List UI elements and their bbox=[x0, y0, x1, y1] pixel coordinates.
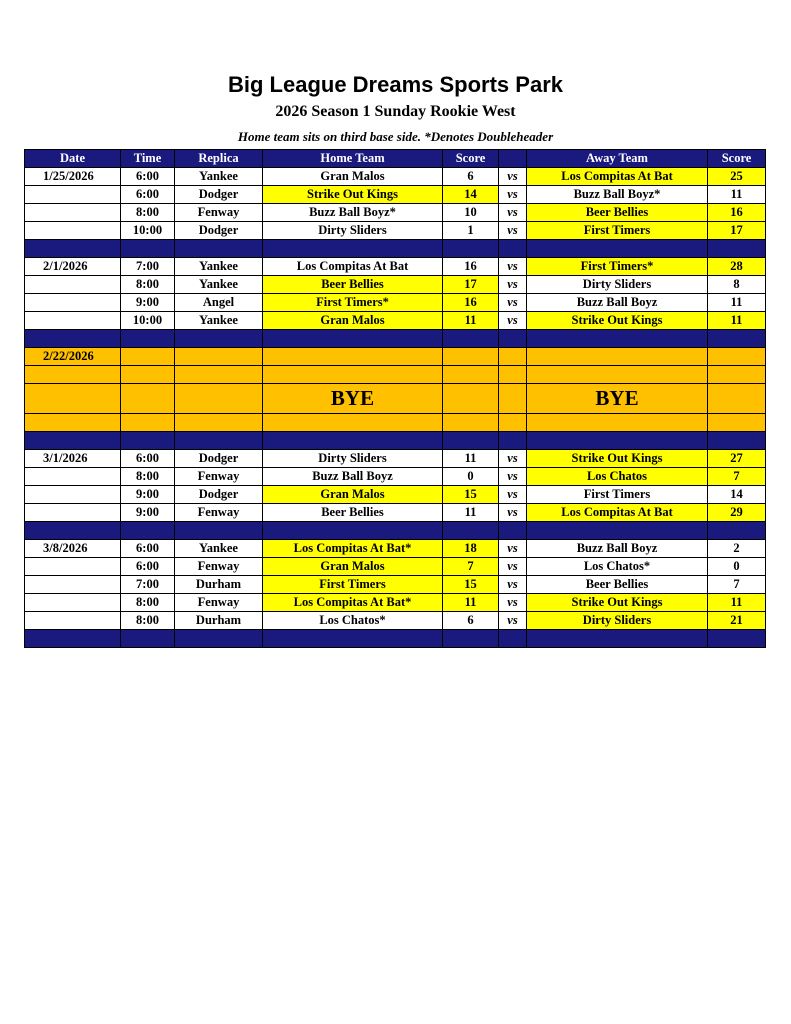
bye-cell bbox=[499, 384, 527, 414]
time-cell: 8:00 bbox=[121, 468, 175, 486]
game-row bbox=[25, 258, 766, 276]
game-row bbox=[25, 504, 766, 522]
game-row bbox=[25, 576, 766, 594]
away-team-cell: Dirty Sliders bbox=[527, 612, 708, 630]
separator-cell bbox=[443, 630, 499, 648]
time-cell: 10:00 bbox=[121, 312, 175, 330]
separator-cell bbox=[708, 240, 766, 258]
home-score-cell: 10 bbox=[443, 204, 499, 222]
separator-cell bbox=[25, 522, 121, 540]
separator-cell bbox=[499, 432, 527, 450]
away-score-cell: 7 bbox=[708, 468, 766, 486]
separator-cell bbox=[263, 330, 443, 348]
away-team-cell: Strike Out Kings bbox=[527, 312, 708, 330]
separator-cell bbox=[527, 432, 708, 450]
away-team-cell: First Timers* bbox=[527, 258, 708, 276]
bye-cell bbox=[708, 366, 766, 384]
away-score-cell: 8 bbox=[708, 276, 766, 294]
vs-cell: vs bbox=[499, 558, 527, 576]
replica-cell: Dodger bbox=[175, 186, 263, 204]
week-separator-row bbox=[25, 330, 766, 348]
bye-cell bbox=[263, 348, 443, 366]
bye-cell bbox=[443, 366, 499, 384]
game-row bbox=[25, 312, 766, 330]
home-score-cell: 11 bbox=[443, 594, 499, 612]
separator-cell bbox=[527, 330, 708, 348]
home-score-cell: 18 bbox=[443, 540, 499, 558]
separator-cell bbox=[443, 522, 499, 540]
bye-cell bbox=[25, 366, 121, 384]
col-header-home-team: Home Team bbox=[263, 150, 443, 168]
week-separator-row bbox=[25, 240, 766, 258]
away-team-cell: Strike Out Kings bbox=[527, 450, 708, 468]
away-score-cell: 25 bbox=[708, 168, 766, 186]
separator-cell bbox=[175, 522, 263, 540]
vs-cell: vs bbox=[499, 468, 527, 486]
vs-cell: vs bbox=[499, 204, 527, 222]
separator-cell bbox=[708, 330, 766, 348]
replica-cell: Fenway bbox=[175, 504, 263, 522]
replica-cell: Yankee bbox=[175, 168, 263, 186]
game-row bbox=[25, 540, 766, 558]
col-header-away-team: Away Team bbox=[527, 150, 708, 168]
replica-cell: Durham bbox=[175, 576, 263, 594]
home-score-cell: 11 bbox=[443, 450, 499, 468]
date-cell bbox=[25, 486, 121, 504]
bye-cell bbox=[708, 384, 766, 414]
game-row bbox=[25, 450, 766, 468]
bye-cell bbox=[175, 414, 263, 432]
bye-cell bbox=[121, 348, 175, 366]
separator-cell bbox=[175, 432, 263, 450]
home-score-cell: 17 bbox=[443, 276, 499, 294]
week-separator-row bbox=[25, 432, 766, 450]
time-cell: 6:00 bbox=[121, 186, 175, 204]
away-team-cell: Beer Bellies bbox=[527, 204, 708, 222]
replica-cell: Fenway bbox=[175, 468, 263, 486]
vs-cell: vs bbox=[499, 186, 527, 204]
vs-cell: vs bbox=[499, 540, 527, 558]
home-score-cell: 6 bbox=[443, 168, 499, 186]
away-score-cell: 28 bbox=[708, 258, 766, 276]
game-row bbox=[25, 612, 766, 630]
replica-cell: Fenway bbox=[175, 558, 263, 576]
home-team-cell: Los Compitas At Bat* bbox=[263, 594, 443, 612]
separator-cell bbox=[175, 630, 263, 648]
home-score-cell: 11 bbox=[443, 504, 499, 522]
bye-cell bbox=[499, 348, 527, 366]
game-row bbox=[25, 168, 766, 186]
away-team-cell: Strike Out Kings bbox=[527, 594, 708, 612]
replica-cell: Durham bbox=[175, 612, 263, 630]
home-team-cell: First Timers bbox=[263, 576, 443, 594]
away-team-cell: First Timers bbox=[527, 486, 708, 504]
home-team-cell: Dirty Sliders bbox=[263, 450, 443, 468]
replica-cell: Fenway bbox=[175, 204, 263, 222]
vs-cell: vs bbox=[499, 294, 527, 312]
vs-cell: vs bbox=[499, 222, 527, 240]
vs-cell: vs bbox=[499, 450, 527, 468]
home-score-cell: 15 bbox=[443, 486, 499, 504]
time-cell: 6:00 bbox=[121, 540, 175, 558]
home-score-cell: 7 bbox=[443, 558, 499, 576]
game-row bbox=[25, 222, 766, 240]
away-score-cell: 0 bbox=[708, 558, 766, 576]
home-team-cell: Strike Out Kings bbox=[263, 186, 443, 204]
game-row bbox=[25, 204, 766, 222]
col-header-time: Time bbox=[121, 150, 175, 168]
separator-cell bbox=[263, 240, 443, 258]
away-team-cell: Los Compitas At Bat bbox=[527, 504, 708, 522]
game-row bbox=[25, 294, 766, 312]
bye-row bbox=[25, 366, 766, 384]
separator-cell bbox=[443, 432, 499, 450]
home-team-cell: Dirty Sliders bbox=[263, 222, 443, 240]
bye-cell bbox=[499, 414, 527, 432]
separator-cell bbox=[708, 432, 766, 450]
away-score-cell: 11 bbox=[708, 186, 766, 204]
vs-cell: vs bbox=[499, 312, 527, 330]
separator-cell bbox=[25, 630, 121, 648]
separator-cell bbox=[443, 330, 499, 348]
date-cell bbox=[25, 222, 121, 240]
home-score-cell: 14 bbox=[443, 186, 499, 204]
bye-cell bbox=[175, 384, 263, 414]
table-header-row bbox=[25, 150, 766, 168]
date-cell bbox=[25, 504, 121, 522]
game-row bbox=[25, 594, 766, 612]
bye-cell bbox=[25, 414, 121, 432]
bye-cell bbox=[708, 414, 766, 432]
bye-cell bbox=[527, 348, 708, 366]
time-cell: 9:00 bbox=[121, 504, 175, 522]
separator-cell bbox=[708, 630, 766, 648]
bye-cell bbox=[443, 414, 499, 432]
away-score-cell: 11 bbox=[708, 312, 766, 330]
away-score-cell: 2 bbox=[708, 540, 766, 558]
time-cell: 6:00 bbox=[121, 168, 175, 186]
time-cell: 8:00 bbox=[121, 594, 175, 612]
bye-cell bbox=[25, 384, 121, 414]
away-score-cell: 17 bbox=[708, 222, 766, 240]
away-score-cell: 14 bbox=[708, 486, 766, 504]
game-row bbox=[25, 468, 766, 486]
away-team-cell: Los Chatos bbox=[527, 468, 708, 486]
bye-cell bbox=[121, 384, 175, 414]
bye-cell bbox=[443, 384, 499, 414]
bye-cell bbox=[499, 366, 527, 384]
separator-cell bbox=[443, 240, 499, 258]
home-score-cell: 11 bbox=[443, 312, 499, 330]
time-cell: 9:00 bbox=[121, 294, 175, 312]
away-score-cell: 27 bbox=[708, 450, 766, 468]
bye-row bbox=[25, 414, 766, 432]
away-score-cell: 11 bbox=[708, 594, 766, 612]
away-team-cell: Buzz Ball Boyz* bbox=[527, 186, 708, 204]
vs-cell: vs bbox=[499, 504, 527, 522]
separator-cell bbox=[175, 330, 263, 348]
away-team-cell: Buzz Ball Boyz bbox=[527, 540, 708, 558]
separator-cell bbox=[708, 522, 766, 540]
separator-cell bbox=[175, 240, 263, 258]
date-cell bbox=[25, 312, 121, 330]
bye-cell bbox=[175, 366, 263, 384]
away-team-cell: Beer Bellies bbox=[527, 576, 708, 594]
home-team-cell: Gran Malos bbox=[263, 312, 443, 330]
date-cell bbox=[25, 276, 121, 294]
separator-cell bbox=[121, 522, 175, 540]
away-team-cell: First Timers bbox=[527, 222, 708, 240]
date-cell bbox=[25, 294, 121, 312]
time-cell: 8:00 bbox=[121, 612, 175, 630]
vs-cell: vs bbox=[499, 258, 527, 276]
date-cell: 3/8/2026 bbox=[25, 540, 121, 558]
col-header-home-score: Score bbox=[443, 150, 499, 168]
bye-cell bbox=[443, 348, 499, 366]
away-score-cell: 16 bbox=[708, 204, 766, 222]
separator-cell bbox=[499, 630, 527, 648]
date-cell bbox=[25, 468, 121, 486]
date-cell: 3/1/2026 bbox=[25, 450, 121, 468]
away-score-cell: 11 bbox=[708, 294, 766, 312]
date-cell: 1/25/2026 bbox=[25, 168, 121, 186]
game-row bbox=[25, 276, 766, 294]
date-cell bbox=[25, 594, 121, 612]
separator-cell bbox=[121, 330, 175, 348]
away-team-cell: Dirty Sliders bbox=[527, 276, 708, 294]
separator-cell bbox=[121, 240, 175, 258]
away-bye-label: BYE bbox=[527, 384, 708, 414]
home-team-cell: Los Compitas At Bat* bbox=[263, 540, 443, 558]
home-team-cell: Gran Malos bbox=[263, 168, 443, 186]
replica-cell: Dodger bbox=[175, 486, 263, 504]
bye-cell bbox=[527, 414, 708, 432]
replica-cell: Yankee bbox=[175, 276, 263, 294]
vs-cell: vs bbox=[499, 168, 527, 186]
page-title: Big League Dreams Sports Park bbox=[227, 72, 563, 97]
home-team-cell: Los Compitas At Bat bbox=[263, 258, 443, 276]
home-score-cell: 6 bbox=[443, 612, 499, 630]
date-cell bbox=[25, 576, 121, 594]
separator-cell bbox=[527, 240, 708, 258]
replica-cell: Yankee bbox=[175, 540, 263, 558]
week-separator-row bbox=[25, 630, 766, 648]
away-score-cell: 7 bbox=[708, 576, 766, 594]
vs-cell: vs bbox=[499, 576, 527, 594]
game-row bbox=[25, 486, 766, 504]
time-cell: 6:00 bbox=[121, 558, 175, 576]
page-note: Home team sits on third base side. *Denotes Doubleheader bbox=[237, 129, 554, 144]
date-cell bbox=[25, 186, 121, 204]
replica-cell: Angel bbox=[175, 294, 263, 312]
away-team-cell: Los Compitas At Bat bbox=[527, 168, 708, 186]
home-score-cell: 1 bbox=[443, 222, 499, 240]
separator-cell bbox=[121, 630, 175, 648]
home-team-cell: Gran Malos bbox=[263, 558, 443, 576]
time-cell: 10:00 bbox=[121, 222, 175, 240]
away-score-cell: 21 bbox=[708, 612, 766, 630]
home-score-cell: 16 bbox=[443, 258, 499, 276]
home-team-cell: Buzz Ball Boyz bbox=[263, 468, 443, 486]
replica-cell: Yankee bbox=[175, 312, 263, 330]
replica-cell: Dodger bbox=[175, 450, 263, 468]
page-subtitle: 2026 Season 1 Sunday Rookie West bbox=[275, 103, 516, 120]
week-separator-row bbox=[25, 522, 766, 540]
date-cell: 2/22/2026 bbox=[25, 348, 121, 366]
bye-cell bbox=[263, 366, 443, 384]
date-cell bbox=[25, 204, 121, 222]
schedule-table bbox=[24, 149, 766, 648]
time-cell: 7:00 bbox=[121, 576, 175, 594]
home-team-cell: First Timers* bbox=[263, 294, 443, 312]
vs-cell: vs bbox=[499, 486, 527, 504]
bye-cell bbox=[708, 348, 766, 366]
game-row bbox=[25, 558, 766, 576]
replica-cell: Dodger bbox=[175, 222, 263, 240]
col-header-date: Date bbox=[25, 150, 121, 168]
home-team-cell: Buzz Ball Boyz* bbox=[263, 204, 443, 222]
separator-cell bbox=[25, 240, 121, 258]
separator-cell bbox=[263, 522, 443, 540]
col-header-away-score: Score bbox=[708, 150, 766, 168]
separator-cell bbox=[25, 330, 121, 348]
date-cell: 2/1/2026 bbox=[25, 258, 121, 276]
bye-cell bbox=[263, 414, 443, 432]
away-team-cell: Los Chatos* bbox=[527, 558, 708, 576]
home-score-cell: 16 bbox=[443, 294, 499, 312]
date-cell bbox=[25, 612, 121, 630]
bye-date-row bbox=[25, 348, 766, 366]
col-header-replica: Replica bbox=[175, 150, 263, 168]
bye-cell bbox=[121, 414, 175, 432]
separator-cell bbox=[499, 330, 527, 348]
replica-cell: Fenway bbox=[175, 594, 263, 612]
home-team-cell: Beer Bellies bbox=[263, 276, 443, 294]
date-cell bbox=[25, 558, 121, 576]
home-team-cell: Beer Bellies bbox=[263, 504, 443, 522]
separator-cell bbox=[25, 432, 121, 450]
time-cell: 7:00 bbox=[121, 258, 175, 276]
separator-cell bbox=[121, 432, 175, 450]
home-bye-label: BYE bbox=[263, 384, 443, 414]
bye-cell bbox=[175, 348, 263, 366]
vs-cell: vs bbox=[499, 276, 527, 294]
time-cell: 6:00 bbox=[121, 450, 175, 468]
home-team-cell: Los Chatos* bbox=[263, 612, 443, 630]
bye-label-row bbox=[25, 384, 766, 414]
separator-cell bbox=[499, 522, 527, 540]
home-team-cell: Gran Malos bbox=[263, 486, 443, 504]
home-score-cell: 15 bbox=[443, 576, 499, 594]
time-cell: 9:00 bbox=[121, 486, 175, 504]
game-row bbox=[25, 186, 766, 204]
separator-cell bbox=[499, 240, 527, 258]
vs-cell: vs bbox=[499, 594, 527, 612]
time-cell: 8:00 bbox=[121, 204, 175, 222]
separator-cell bbox=[527, 522, 708, 540]
replica-cell: Yankee bbox=[175, 258, 263, 276]
separator-cell bbox=[263, 432, 443, 450]
col-header-vs bbox=[499, 150, 527, 168]
home-score-cell: 0 bbox=[443, 468, 499, 486]
away-score-cell: 29 bbox=[708, 504, 766, 522]
away-team-cell: Buzz Ball Boyz bbox=[527, 294, 708, 312]
bye-cell bbox=[121, 366, 175, 384]
separator-cell bbox=[263, 630, 443, 648]
bye-cell bbox=[527, 366, 708, 384]
vs-cell: vs bbox=[499, 612, 527, 630]
separator-cell bbox=[527, 630, 708, 648]
time-cell: 8:00 bbox=[121, 276, 175, 294]
